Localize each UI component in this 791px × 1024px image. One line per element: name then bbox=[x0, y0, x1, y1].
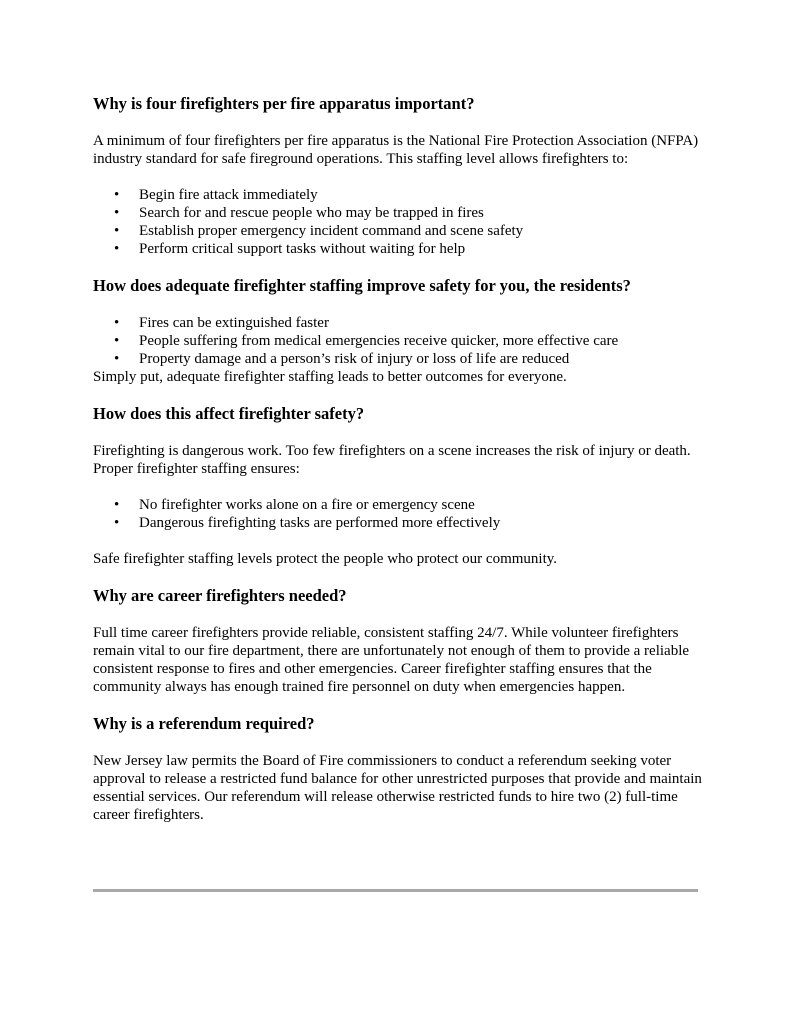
bullet-icon: • bbox=[114, 223, 120, 239]
bullet-icon: • bbox=[114, 515, 120, 531]
list-item: • Begin fire attack immediately bbox=[114, 187, 318, 203]
list-item: • Property damage and a person’s risk of injury or loss of life are reduced bbox=[114, 351, 570, 367]
section-paragraph: A minimum of four firefighters per fire apparatus is the National Fire Protection Association (NFPA) industry standard for safe fireground operations. This staffing level allows firefighters to: bbox=[93, 133, 699, 167]
bullet-icon: • bbox=[114, 315, 120, 331]
list-item: • Fires can be extinguished faster bbox=[114, 315, 329, 331]
section-referendum bbox=[93, 714, 703, 824]
section-paragraph: Firefighting is dangerous work. Too few firefighters on a scene increases the risk of injury or death. Proper firefighter staffing ensures: bbox=[93, 443, 691, 477]
section-four-firefighters bbox=[93, 94, 703, 258]
list-item: • Dangerous firefighting tasks are performed more effectively bbox=[114, 515, 501, 531]
bullet-list bbox=[93, 314, 703, 368]
bullet-icon: • bbox=[114, 205, 120, 221]
section-resident-safety bbox=[93, 276, 703, 386]
section-heading: Why is a referendum required? bbox=[93, 714, 315, 733]
section-paragraph: New Jersey law permits the Board of Fire commissioners to conduct a referendum seeking voter approval to release a restricted fund balance for other unrestricted purposes that provide and maintain essential services. Our referendum will release otherwise restricted funds to hire two (2) full-time career firefighters. bbox=[93, 753, 702, 823]
section-firefighter-safety bbox=[93, 404, 703, 568]
list-item: • No firefighter works alone on a fire or emergency scene bbox=[114, 497, 475, 513]
section-heading: Why is four firefighters per fire apparatus important? bbox=[93, 94, 475, 113]
horizontal-divider bbox=[93, 889, 698, 892]
section-heading: Why are career firefighters needed? bbox=[93, 586, 347, 605]
list-item: • Search for and rescue people who may be trapped in fires bbox=[114, 205, 484, 221]
bullet-icon: • bbox=[114, 351, 120, 367]
bullet-list bbox=[93, 186, 703, 258]
list-item: • People suffering from medical emergencies receive quicker, more effective care bbox=[114, 333, 619, 349]
section-paragraph: Simply put, adequate firefighter staffing leads to better outcomes for everyone. bbox=[93, 369, 567, 385]
document-body bbox=[93, 94, 703, 824]
bullet-icon: • bbox=[114, 241, 120, 257]
list-item: • Establish proper emergency incident command and scene safety bbox=[114, 223, 524, 239]
list-item: • Perform critical support tasks without waiting for help bbox=[114, 241, 466, 257]
bullet-icon: • bbox=[114, 187, 120, 203]
bullet-icon: • bbox=[114, 333, 120, 349]
section-career-firefighters bbox=[93, 586, 703, 696]
section-paragraph: Safe firefighter staffing levels protect the people who protect our community. bbox=[93, 551, 558, 567]
section-heading: How does adequate firefighter staffing improve safety for you, the residents? bbox=[93, 276, 631, 295]
section-paragraph: Full time career firefighters provide reliable, consistent staffing 24/7. While volunteer firefighters remain vital to our fire department, there are unfortunately not enough of them to provide a reliable consistent response to fires and other emergencies. Career firefighter staffing ensures that the community always has enough trained fire personnel on duty when emergencies happen. bbox=[93, 625, 690, 695]
bullet-list bbox=[93, 496, 703, 532]
section-heading: How does this affect firefighter safety? bbox=[93, 404, 365, 423]
bullet-icon: • bbox=[114, 497, 120, 513]
